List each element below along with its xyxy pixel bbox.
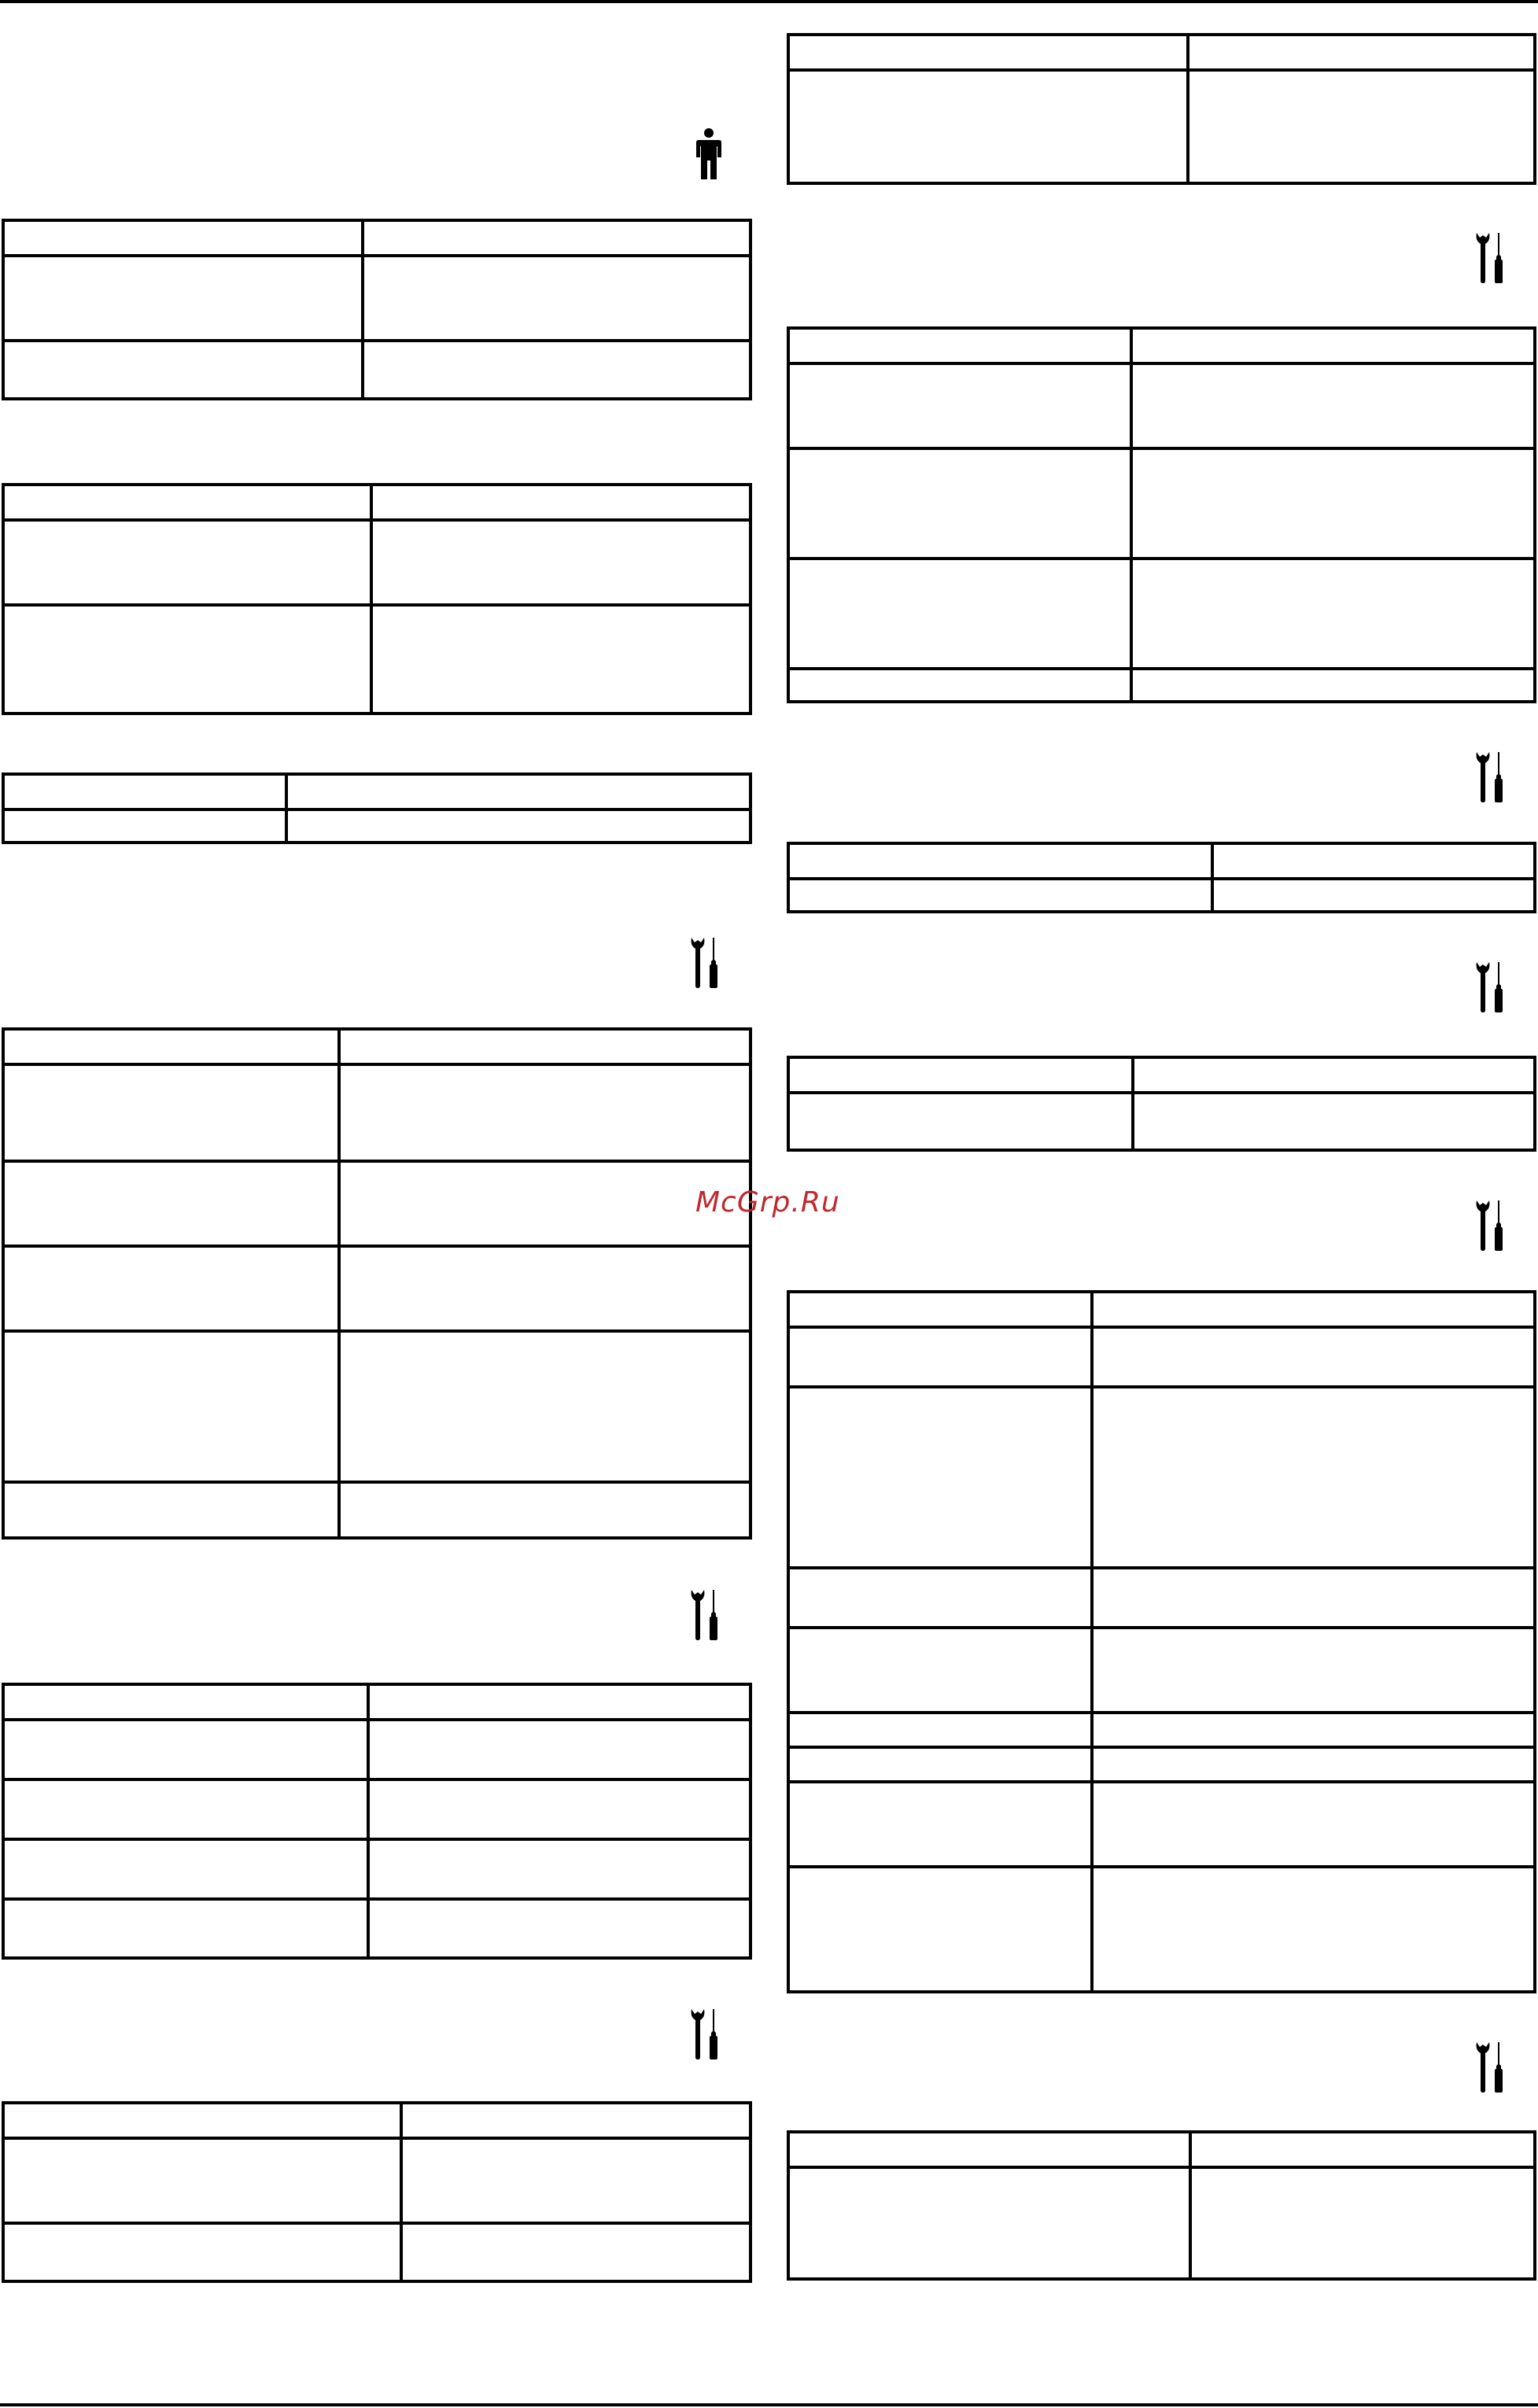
watermark: McGrp.Ru	[695, 1186, 840, 1219]
table-right-2	[787, 326, 1536, 703]
wrench-screwdriver-icon	[1474, 1199, 1506, 1254]
bottom-rule	[0, 2403, 1538, 2406]
wrench-screwdriver-icon	[1474, 750, 1506, 806]
table-right-6	[787, 2130, 1536, 2281]
wrench-screwdriver-icon	[1474, 231, 1506, 286]
wrench-screwdriver-icon	[1474, 2041, 1506, 2096]
wrench-screwdriver-icon	[689, 1588, 721, 1643]
wrench-screwdriver-icon	[1474, 961, 1506, 1016]
top-rule	[0, 0, 1538, 3]
table-left-5	[2, 1683, 752, 1960]
table-right-1	[787, 33, 1536, 185]
table-left-2	[2, 483, 752, 715]
table-left-1	[2, 219, 752, 400]
wrench-screwdriver-icon	[689, 936, 721, 991]
table-left-6	[2, 2101, 752, 2283]
person-icon	[695, 127, 722, 184]
table-right-4	[787, 1056, 1536, 1152]
table-right-5	[787, 1290, 1536, 1993]
table-left-4	[2, 1027, 752, 1540]
table-left-3	[2, 773, 752, 844]
wrench-screwdriver-icon	[689, 2008, 721, 2063]
table-right-3	[787, 842, 1536, 913]
